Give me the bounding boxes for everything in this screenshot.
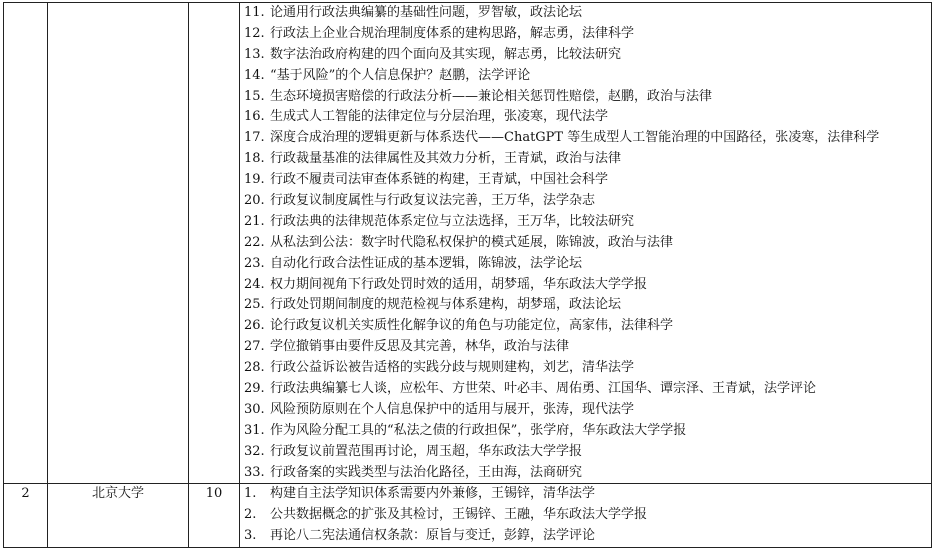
item-number: 27.: [244, 339, 265, 355]
list-item: [242, 316, 931, 337]
count-cell: [189, 484, 240, 548]
list-item: [242, 526, 931, 547]
item-number: 20.: [244, 193, 265, 209]
item-number: 30.: [244, 401, 265, 417]
row-index-cell: [4, 3, 48, 484]
item-text: 从私法到公法：数字时代隐私权保护的模式延展，陈锦波，政治与法律: [270, 234, 674, 250]
item-number: 14.: [244, 67, 265, 83]
item-text: 作为风险分配工具的“私法之债的行政担保”，张学府，华东政法大学学报: [270, 422, 687, 438]
list-item: [242, 45, 931, 66]
item-number: 18.: [244, 151, 265, 167]
list-item: [242, 66, 931, 87]
list-item: [242, 170, 931, 191]
paper-list: [242, 3, 931, 483]
item-number: 11.: [244, 5, 265, 20]
list-item: [242, 442, 931, 463]
university-name: 北京大学: [91, 486, 144, 502]
list-item: [242, 24, 931, 45]
item-text: 权力期间视角下行政处罚时效的适用，胡梦瑶，华东政法大学学报: [270, 276, 648, 292]
item-number: 32.: [244, 443, 265, 459]
item-text: 行政复议前置范围再讨论，周玉超，华东政法大学学报: [270, 443, 583, 459]
item-text: 数字法治政府构建的四个面向及其实现，解志勇，比较法研究: [270, 46, 622, 62]
item-text: 深度合成治理的逻辑更新与体系迭代——ChatGPT 等生成型人工智能治理的中国路径，张凌寒，法律科学: [270, 130, 880, 146]
item-text: 再论八二宪法通信权条款：原旨与变迁，彭錞，法学评论: [270, 528, 596, 544]
item-text: 生成式人工智能的法律定位与分层治理，张凌寒，现代法学: [270, 109, 609, 125]
list-item: [242, 337, 931, 358]
row-index: 2: [21, 486, 30, 502]
paper-list-cell: [240, 3, 932, 484]
item-text: 构建自主法学知识体系需要内外兼修，王锡锌，清华法学: [270, 486, 596, 502]
list-item: [242, 275, 931, 296]
item-text: 行政法典的法律规范体系定位与立法选择，王万华，比较法研究: [270, 213, 635, 229]
university-cell: [48, 484, 189, 548]
item-number: 1.: [244, 486, 257, 502]
list-item: [242, 379, 931, 400]
item-text: 行政公益诉讼被告适格的实践分歧与规则建构，刘艺，清华法学: [270, 360, 635, 376]
item-number: 26.: [244, 318, 265, 334]
paper-list: [242, 484, 931, 547]
item-number: 31.: [244, 422, 265, 438]
item-text: 公共数据概念的扩张及其检讨，王锡锌、王融，华东政法大学学报: [270, 507, 648, 523]
list-item: [242, 421, 931, 442]
publication-table: [3, 2, 932, 548]
list-item: [242, 358, 931, 379]
list-item: [242, 107, 931, 128]
list-item: [242, 295, 931, 316]
item-text: 行政处罚期间制度的规范检视与体系建构，胡梦瑶，政法论坛: [270, 297, 622, 313]
item-number: 21.: [244, 213, 265, 229]
list-item: [242, 128, 931, 149]
item-text: “基于风险”的个人信息保护？赵鹏，法学评论: [270, 67, 531, 83]
item-text: 论通用行政法典编纂的基础性问题，罗智敏，政法论坛: [270, 5, 583, 20]
item-text: 自动化行政合法性证成的基本逻辑，陈锦波，法学论坛: [270, 255, 583, 271]
count-cell: [189, 3, 240, 484]
item-number: 25.: [244, 297, 265, 313]
item-number: 2.: [244, 507, 257, 523]
item-number: 17.: [244, 130, 265, 146]
list-item: [242, 505, 931, 526]
item-number: 22.: [244, 234, 265, 250]
item-number: 19.: [244, 172, 265, 188]
row-index-cell: [4, 484, 48, 548]
item-number: 16.: [244, 109, 265, 125]
list-item: [242, 87, 931, 108]
item-number: 28.: [244, 360, 265, 376]
item-number: 13.: [244, 46, 265, 62]
university-cell: [48, 3, 189, 484]
list-item: [242, 463, 931, 484]
paper-list-cell: [240, 484, 932, 548]
item-text: 学位撤销事由要件反思及其完善，林华，政治与法律: [270, 339, 570, 355]
item-text: 风险预防原则在个人信息保护中的适用与展开，张涛，现代法学: [270, 401, 635, 417]
item-text: 行政法上企业合规治理制度体系的建构思路，解志勇，法律科学: [270, 25, 635, 41]
paper-count: 10: [205, 486, 223, 502]
item-text: 行政不履责司法审查体系链的构建，王青斌，中国社会科学: [270, 172, 609, 188]
item-number: 15.: [244, 88, 265, 104]
table-row: [4, 3, 932, 484]
item-text: 行政法典编纂七人谈，应松年、方世荣、叶必丰、周佑勇、江国华、谭宗泽、王青斌，法学评论: [270, 381, 817, 397]
item-text: 论行政复议机关实质性化解争议的角色与功能定位，高家伟，法律科学: [270, 318, 674, 334]
list-item: [242, 254, 931, 275]
item-number: 33.: [244, 464, 265, 480]
item-number: 12.: [244, 25, 265, 41]
item-text: 行政裁量基准的法律属性及其效力分析，王青斌，政治与法律: [270, 151, 622, 167]
list-item: [242, 191, 931, 212]
item-text: 生态环境损害赔偿的行政法分析——兼论相关惩罚性赔偿，赵鹏，政治与法律: [270, 88, 713, 104]
item-text: 行政备案的实践类型与法治化路径，王由海，法商研究: [270, 464, 583, 480]
item-number: 24.: [244, 276, 265, 292]
list-item: [242, 484, 931, 505]
list-item: [242, 212, 931, 233]
list-item: [242, 3, 931, 24]
list-item: [242, 400, 931, 421]
item-text: 行政复议制度属性与行政复议法完善，王万华，法学杂志: [270, 193, 596, 209]
list-item: [242, 233, 931, 254]
item-number: 3.: [244, 528, 257, 544]
item-number: 29.: [244, 381, 265, 397]
item-number: 23.: [244, 255, 265, 271]
table-row: [4, 484, 932, 548]
list-item: [242, 149, 931, 170]
